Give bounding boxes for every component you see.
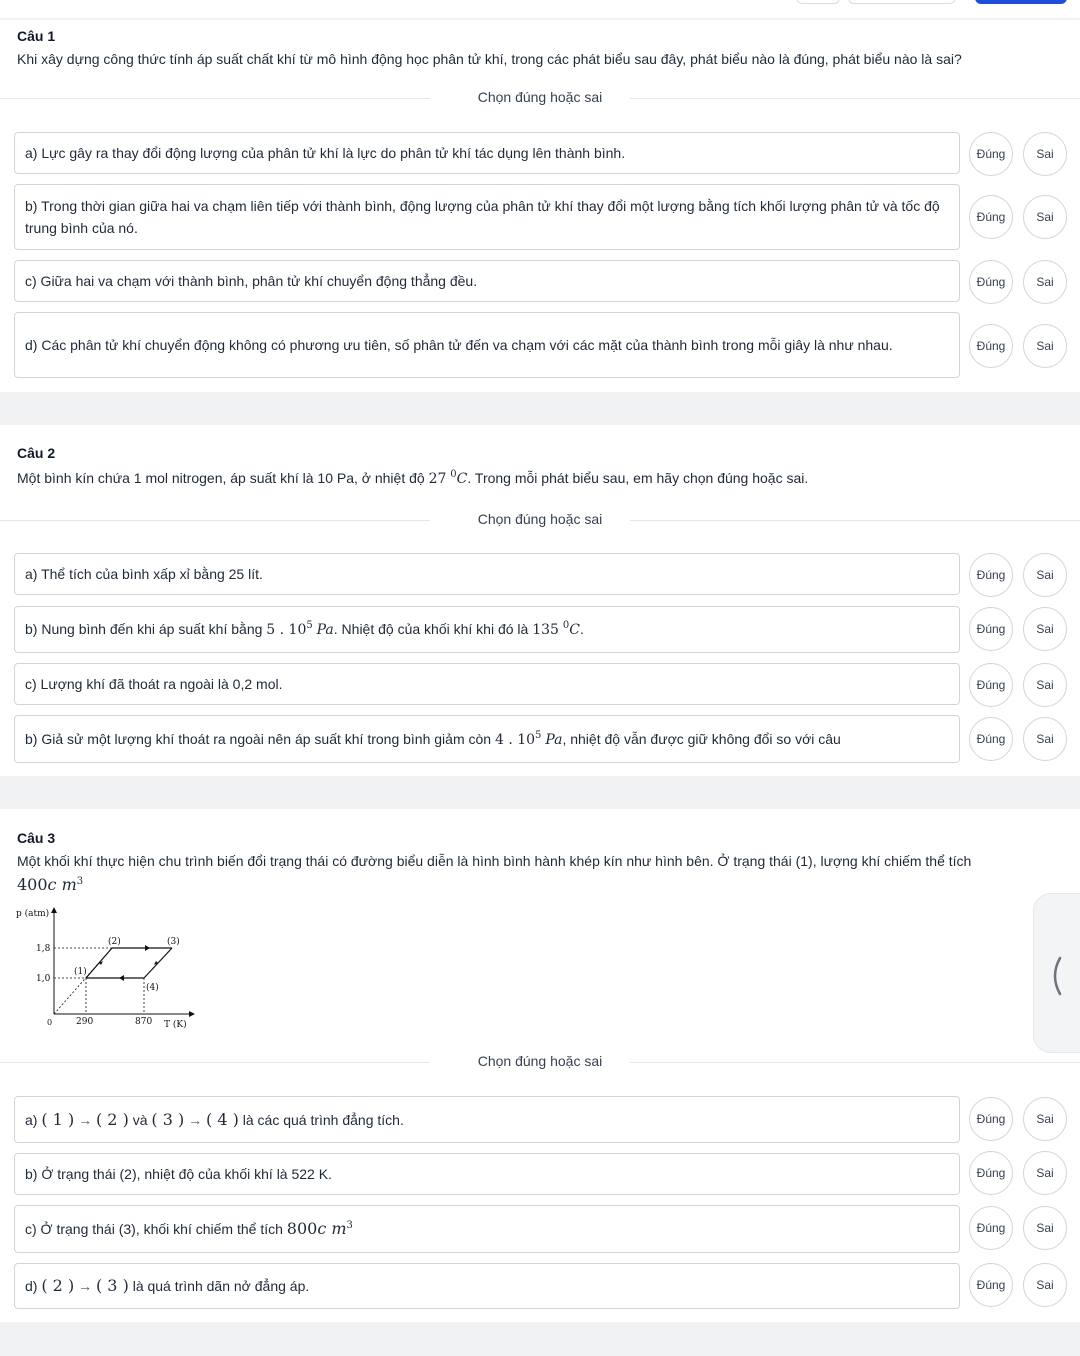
chevron-left-icon (1048, 956, 1064, 996)
true-button[interactable]: Đúng (969, 132, 1013, 176)
true-button[interactable]: Đúng (969, 324, 1013, 368)
y-tick-label: 1,8 (36, 944, 51, 954)
section-label: Chọn đúng hoặc sai (470, 89, 611, 105)
section-divider (0, 1051, 1080, 1073)
section-divider (0, 509, 1080, 531)
y-tick-label: 1,0 (36, 974, 51, 984)
statement-a: a) ( 1 ) → ( 2 ) và ( 3 ) → ( 4 ) là các quá trình đẳng tích. (14, 1096, 960, 1143)
statement-c: c) Lượng khí đã thoát ra ngoài là 0,2 mol. (14, 663, 960, 705)
false-button[interactable]: Sai (1023, 260, 1067, 304)
nav-pill-active[interactable] (975, 0, 1067, 4)
section-divider (0, 87, 1080, 109)
statement-d: b) Giả sử một lượng khí thoát ra ngoài nên áp suất khí trong bình giảm còn 4 . $10^5$ Pa, nhiệt độ vẫn được giữ không đổi so với câu (14, 715, 960, 763)
nav-pill[interactable] (796, 0, 840, 4)
pt-cycle-graph (14, 904, 200, 1034)
x-tick-label: 290 (76, 1017, 94, 1027)
question-card-2 (0, 425, 1080, 776)
top-bar (0, 0, 1080, 18)
true-button[interactable]: Đúng (969, 663, 1013, 707)
question-card-3 (0, 809, 1080, 1322)
question-text: Khi xây dựng công thức tính áp suất chất khí từ mô hình động học phân tử khí, trong các phát biểu sau đây, phát biểu nào là đúng, phát biểu nào là sai? (17, 51, 962, 67)
question-volume: 400c $m^3$ (17, 875, 84, 894)
true-button[interactable]: Đúng (969, 1151, 1013, 1195)
false-button[interactable]: Sai (1023, 1097, 1067, 1141)
question-text: Một khối khí thực hiện chu trình biến đổi trạng thái có đường biểu diễn là hình bình hành khép kín như hình bên. Ở trạng thái (1), lượng khí chiếm thể tích (17, 853, 972, 869)
false-button[interactable]: Sai (1023, 1151, 1067, 1195)
point-label: (2) (108, 937, 121, 947)
true-button[interactable]: Đúng (969, 1263, 1013, 1307)
true-button[interactable]: Đúng (969, 1206, 1013, 1250)
side-panel-toggle[interactable] (1033, 893, 1080, 1053)
x-axis-label: T (K) (164, 1020, 187, 1030)
statement-a: a) Thể tích của bình xấp xỉ bằng 25 lít. (14, 553, 960, 595)
true-button[interactable]: Đúng (969, 717, 1013, 761)
y-axis-label: p (atm) (16, 909, 50, 919)
question-text: Một bình kín chứa 1 mol nitrogen, áp suất khí là 10 Pa, ở nhiệt độ 27 $^0$C. Trong mỗi phát biểu sau, em hãy chọn đúng hoặc sai. (17, 469, 809, 487)
false-button[interactable]: Sai (1023, 132, 1067, 176)
statement-a: a) Lực gây ra thay đổi động lượng của phân tử khí là lực do phân tử khí tác dụng lên thành bình. (14, 132, 960, 174)
false-button[interactable]: Sai (1023, 1206, 1067, 1250)
question-card-1 (0, 20, 1080, 392)
question-title: Câu 3 (17, 830, 56, 846)
statement-d: d) ( 2 ) → ( 3 ) là quá trình dãn nở đẳng áp. (14, 1263, 960, 1309)
point-label: (3) (167, 937, 180, 947)
false-button[interactable]: Sai (1023, 663, 1067, 707)
question-title: Câu 2 (17, 445, 56, 461)
true-button[interactable]: Đúng (969, 195, 1013, 239)
question-title: Câu 1 (17, 28, 56, 44)
point-label: (4) (146, 983, 159, 993)
nav-pill[interactable] (848, 0, 956, 4)
false-button[interactable]: Sai (1023, 1263, 1067, 1307)
false-button[interactable]: Sai (1023, 195, 1067, 239)
x-tick-label: 870 (135, 1017, 153, 1027)
origin-label: 0 (47, 1018, 53, 1027)
true-button[interactable]: Đúng (969, 260, 1013, 304)
section-label: Chọn đúng hoặc sai (470, 1053, 611, 1069)
false-button[interactable]: Sai (1023, 553, 1067, 597)
false-button[interactable]: Sai (1023, 324, 1067, 368)
false-button[interactable]: Sai (1023, 607, 1067, 651)
statement-b: b) Ở trạng thái (2), nhiệt độ của khối khí là 522 K. (14, 1153, 960, 1195)
true-button[interactable]: Đúng (969, 607, 1013, 651)
statement-d: d) Các phân tử khí chuyển động không có phương ưu tiên, số phân tử đến va chạm với các mặt của thành bình trong mỗi giây là như nhau. (14, 312, 960, 378)
statement-b: b) Trong thời gian giữa hai va chạm liên tiếp với thành bình, động lượng của phân tử khí thay đổi một lượng bằng tích khối lượng phân tử và tốc độ trung bình của nó. (14, 184, 960, 250)
false-button[interactable]: Sai (1023, 717, 1067, 761)
true-button[interactable]: Đúng (969, 1097, 1013, 1141)
point-label: (1) (74, 967, 87, 977)
true-button[interactable]: Đúng (969, 553, 1013, 597)
statement-b: b) Nung bình đến khi áp suất khí bằng 5 . $10^5$ Pa. Nhiệt độ của khối khí khi đó là 135 $^0$C. (14, 606, 960, 653)
statement-c: c) Giữa hai va chạm với thành bình, phân tử khí chuyển động thẳng đều. (14, 260, 960, 302)
section-label: Chọn đúng hoặc sai (470, 511, 611, 527)
statement-c: c) Ở trạng thái (3), khối khí chiếm thể tích 800c $m^3$ (14, 1205, 960, 1253)
